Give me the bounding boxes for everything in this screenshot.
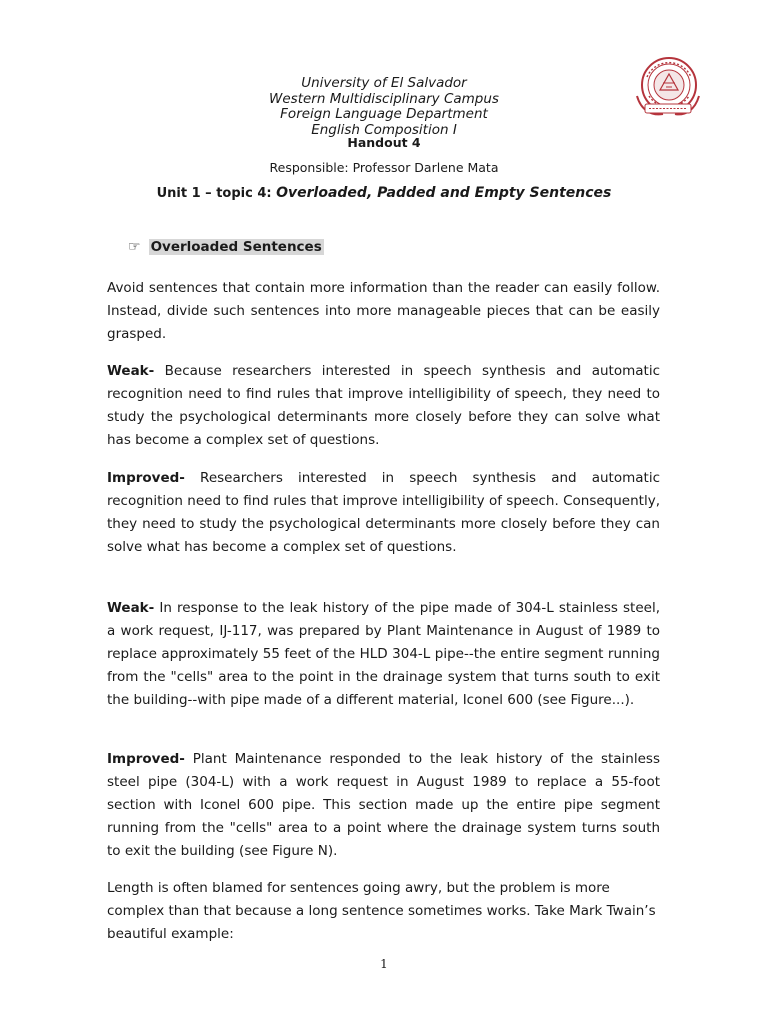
weak-label: Weak- [107, 363, 155, 379]
weak-example-1 [107, 360, 660, 452]
unit-prefix: Unit 1 – topic 4: [156, 186, 277, 201]
improved-example-1 [107, 467, 660, 559]
improved-label: Improved- [107, 470, 185, 486]
weak-label: Weak- [107, 600, 155, 616]
page-number: 1 [380, 957, 388, 971]
weak-example-2 [107, 597, 660, 712]
section-heading [128, 239, 324, 255]
weak-text: In response to the leak history of the pipe made of 304-L stainless steel, a work request, IJ-117, was prepared by Plant Maintenance in August of 1989 to replace approximately 55 feet of the HLD 304-L pipe--the entire segment running from the "cells" area to the point in the drainage system that turns south to exit the building--with pipe made of a different material, Iconel 600 (see Figure...). [107, 600, 660, 708]
improved-text: Plant Maintenance responded to the leak history of the stainless steel pipe (304-L) with a work request in August 1989 to replace a 55-foot section with Iconel 600 pipe. This section made up the entire pipe segment running from the "cells" area to a point where the drainage system turns south to exit the building (see Figure N). [107, 751, 660, 859]
improved-text: Researchers interested in speech synthesis and automatic recognition need to find rules that improve intelligibility of speech. Consequently, they need to study the psychological determinants more closely before they can solve what has become a complex set of questions. [107, 470, 660, 555]
university-seal-icon [633, 52, 701, 120]
length-paragraph: Length is often blamed for sentences going awry, but the problem is more complex than that because a long sentence sometimes works. Take Mark Twain’s beautiful example: [107, 880, 656, 942]
unit-title: Overloaded, Padded and Empty Sentences [276, 185, 612, 201]
department-name: Foreign Language Department [280, 106, 488, 122]
pointing-hand-icon: ☞ [128, 239, 141, 255]
campus-name: Western Multidisciplinary Campus [269, 90, 499, 107]
improved-label: Improved- [107, 751, 185, 767]
unit-heading [0, 185, 768, 201]
section-title: Overloaded Sentences [150, 239, 322, 255]
weak-text: Because researchers interested in speech synthesis and automatic recognition need to find rules that improve intelligibility of speech, they need to study the psychological determinants more closely before they can solve what has become a complex set of questions. [107, 363, 660, 448]
responsible-line: Responsible: Professor Darlene Mata [269, 160, 499, 175]
course-name: English Composition I [311, 121, 457, 138]
improved-example-2 [107, 748, 660, 863]
handout-title: Handout 4 [347, 135, 421, 150]
university-name: University of El Salvador [301, 75, 467, 91]
intro-paragraph: Avoid sentences that contain more information than the reader can easily follow. Instead, divide such sentences into more manageable pieces that can be easily grasped. [107, 280, 660, 342]
